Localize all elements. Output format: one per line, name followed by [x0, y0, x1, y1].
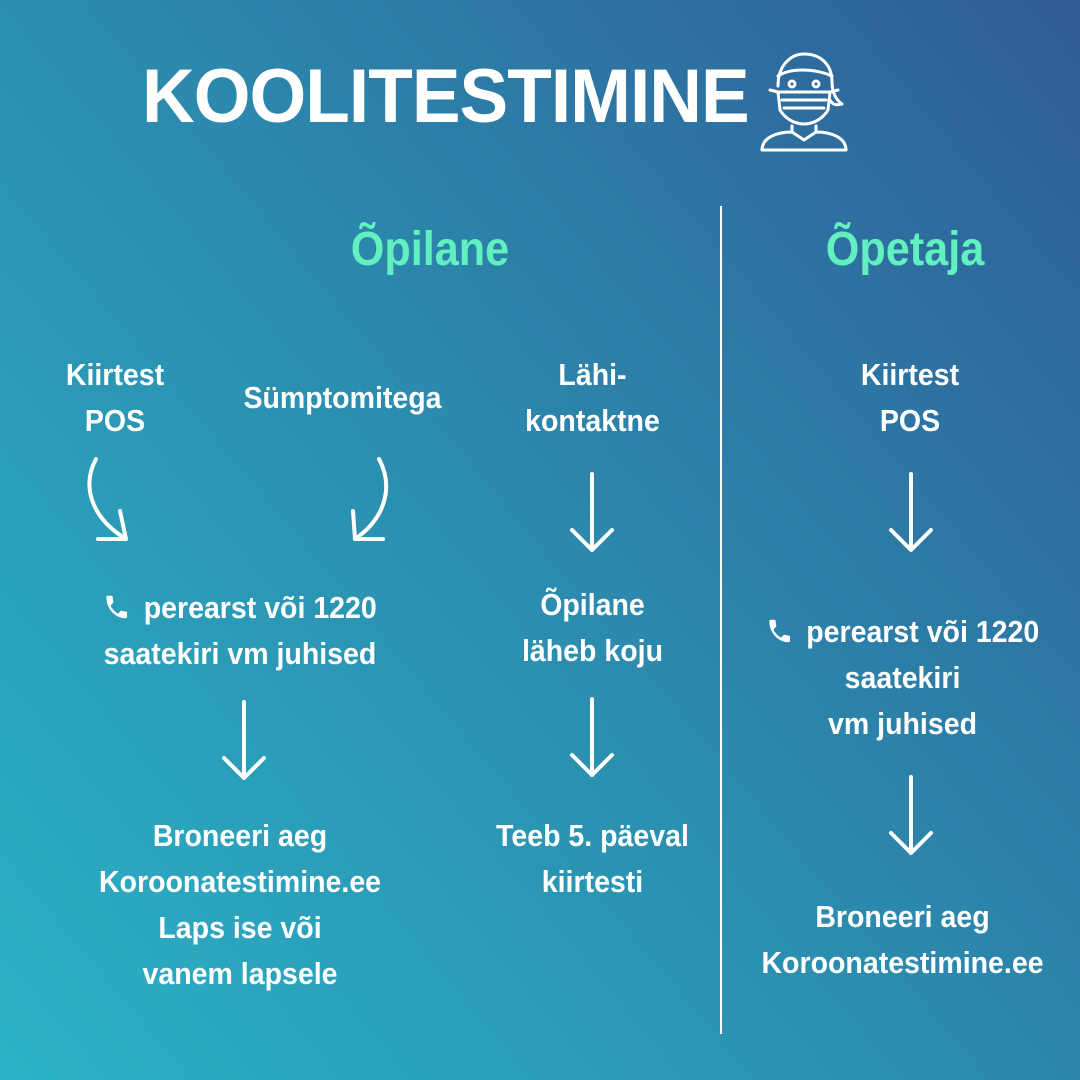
teacher-call-text-1: perearst või 1220 [806, 614, 1040, 649]
teacher-kiirtest-line-1: Kiirtest [860, 357, 960, 392]
column-divider [720, 206, 722, 1034]
phone-icon [766, 616, 794, 646]
teacher-call-node [748, 609, 1056, 747]
teacher-call-line-2: saatekiri [844, 660, 961, 695]
down-arrow-icon [569, 697, 615, 779]
student-booking-line-1: Broneeri aeg [152, 818, 328, 853]
student-close-contact-node [503, 352, 682, 444]
student-call-line-1 [74, 585, 405, 631]
down-arrow-icon [569, 472, 615, 554]
student-day5-node [475, 813, 710, 905]
down-arrow-icon [221, 700, 267, 782]
student-heading: Õpilane [350, 223, 510, 276]
day5-line-1: Teeb 5. päeval [496, 818, 689, 853]
page-title: KOOLITESTIMINE [142, 54, 749, 139]
goes-home-line-1: Õpilane [540, 587, 645, 622]
curved-arrow-icon [345, 455, 405, 550]
teacher-heading: Õpetaja [825, 223, 985, 276]
student-symptoms-node: Sümptomitega [243, 380, 442, 415]
close-contact-line-2: kontaktne [525, 403, 660, 438]
curved-arrow-icon [80, 455, 140, 550]
day5-line-2: kiirtesti [541, 864, 644, 899]
down-arrow-icon [888, 775, 934, 857]
student-call-node [74, 585, 405, 677]
phone-icon [103, 592, 131, 622]
masked-person-icon [752, 46, 852, 152]
goes-home-line-2: läheb koju [521, 633, 664, 668]
teacher-kiirtest-node [827, 352, 993, 444]
student-booking-line-4: vanem lapsele [142, 956, 338, 991]
teacher-booking-line-2: Koroonatestimine.ee [761, 945, 1044, 980]
teacher-booking-node [748, 894, 1056, 986]
student-goes-home-node [503, 582, 682, 674]
student-booking-line-3: Laps ise või [158, 910, 322, 945]
student-booking-line-2: Koroonatestimine.ee [98, 864, 382, 899]
down-arrow-icon [888, 472, 934, 554]
student-call-line-2: saatekiri vm juhised [103, 636, 377, 671]
student-booking-node [74, 813, 405, 997]
kiirtest-line-1: Kiirtest [65, 357, 165, 392]
student-kiirtest-node [32, 352, 198, 444]
teacher-call-line-1 [748, 609, 1056, 655]
teacher-booking-line-1: Broneeri aeg [815, 899, 990, 934]
kiirtest-line-2: POS [84, 403, 146, 438]
close-contact-line-1: Lähi- [558, 357, 627, 392]
teacher-call-line-3: vm juhised [828, 706, 977, 741]
teacher-kiirtest-line-2: POS [879, 403, 941, 438]
student-call-text-1: perearst või 1220 [143, 590, 377, 625]
